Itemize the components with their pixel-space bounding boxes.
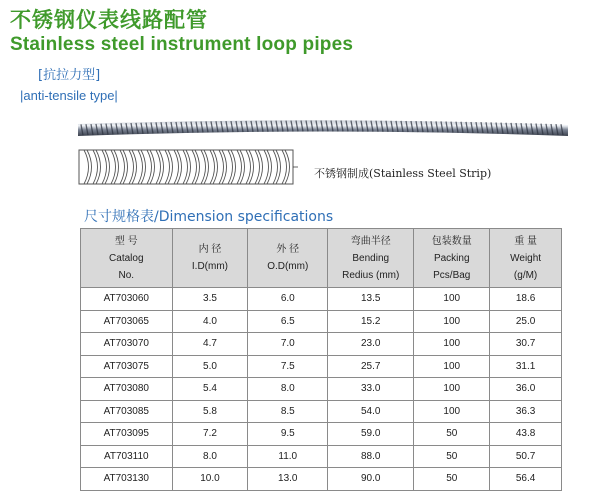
cell-od: 6.0	[248, 288, 328, 311]
dimension-spec-title: 尺寸规格表/Dimension specifications	[84, 209, 334, 225]
product-type-label-cn: [抗拉力型]	[38, 68, 101, 83]
cell-catalog: AT703080	[81, 378, 173, 401]
pipe-line-drawing	[78, 146, 298, 188]
dimension-spec-table	[80, 228, 562, 491]
cell-catalog: AT703065	[81, 310, 173, 333]
cell-catalog: AT703075	[81, 355, 173, 378]
cell-catalog: AT703070	[81, 333, 173, 356]
page-title-en: Stainless steel instrument loop pipes	[10, 34, 354, 55]
header-outer-diameter: 外 径 O.D(mm)	[248, 229, 328, 288]
cell-weight: 50.7	[490, 445, 562, 468]
cell-bending: 88.0	[328, 445, 414, 468]
header-inner-diameter: 内 径 I.D(mm)	[172, 229, 248, 288]
cell-bending: 90.0	[328, 468, 414, 491]
header-weight: 重 量 Weight (g/M)	[490, 229, 562, 288]
cell-od: 8.5	[248, 400, 328, 423]
strip-material-label: 不锈钢制成(Stainless Steel Strip)	[314, 167, 492, 180]
table-row	[81, 445, 562, 468]
cell-catalog: AT703095	[81, 423, 173, 446]
cell-bending: 15.2	[328, 310, 414, 333]
cell-od: 6.5	[248, 310, 328, 333]
cell-catalog: AT703085	[81, 400, 173, 423]
cell-packing: 100	[414, 378, 490, 401]
table-row	[81, 310, 562, 333]
table-row	[81, 423, 562, 446]
cell-packing: 100	[414, 355, 490, 378]
product-type-label-en: |anti-tensile type|	[20, 88, 118, 103]
cell-weight: 25.0	[490, 310, 562, 333]
table-row	[81, 378, 562, 401]
cell-bending: 13.5	[328, 288, 414, 311]
cell-catalog: AT703110	[81, 445, 173, 468]
cell-id: 10.0	[172, 468, 248, 491]
cell-packing: 50	[414, 445, 490, 468]
table-row	[81, 333, 562, 356]
cell-od: 7.0	[248, 333, 328, 356]
cell-bending: 25.7	[328, 355, 414, 378]
cell-id: 4.0	[172, 310, 248, 333]
header-packing: 包装数量 Packing Pcs/Bag	[414, 229, 490, 288]
cell-packing: 50	[414, 468, 490, 491]
cell-packing: 50	[414, 423, 490, 446]
cell-weight: 36.0	[490, 378, 562, 401]
cell-id: 4.7	[172, 333, 248, 356]
cell-od: 8.0	[248, 378, 328, 401]
cell-weight: 43.8	[490, 423, 562, 446]
cell-weight: 36.3	[490, 400, 562, 423]
cell-bending: 59.0	[328, 423, 414, 446]
cell-packing: 100	[414, 400, 490, 423]
cell-weight: 31.1	[490, 355, 562, 378]
cell-packing: 100	[414, 310, 490, 333]
cell-id: 8.0	[172, 445, 248, 468]
cell-catalog: AT703130	[81, 468, 173, 491]
cell-id: 5.8	[172, 400, 248, 423]
pipe-photo-image	[78, 112, 568, 142]
page-title-cn: 不锈钢仪表线路配管	[10, 8, 208, 32]
cell-od: 7.5	[248, 355, 328, 378]
cell-packing: 100	[414, 288, 490, 311]
cell-id: 5.4	[172, 378, 248, 401]
cell-bending: 23.0	[328, 333, 414, 356]
cell-weight: 30.7	[490, 333, 562, 356]
cell-id: 5.0	[172, 355, 248, 378]
table-row	[81, 288, 562, 311]
cell-id: 7.2	[172, 423, 248, 446]
cell-od: 11.0	[248, 445, 328, 468]
table-row	[81, 355, 562, 378]
table-row	[81, 468, 562, 491]
cell-id: 3.5	[172, 288, 248, 311]
header-bending-radius: 弯曲半径 Bending Redius (mm)	[328, 229, 414, 288]
cell-weight: 56.4	[490, 468, 562, 491]
cell-od: 13.0	[248, 468, 328, 491]
cell-od: 9.5	[248, 423, 328, 446]
header-catalog-no: 型 号 Catalog No.	[81, 229, 173, 288]
table-row	[81, 400, 562, 423]
cell-bending: 54.0	[328, 400, 414, 423]
table-header-row	[81, 229, 562, 288]
cell-weight: 18.6	[490, 288, 562, 311]
cell-bending: 33.0	[328, 378, 414, 401]
cell-catalog: AT703060	[81, 288, 173, 311]
cell-packing: 100	[414, 333, 490, 356]
